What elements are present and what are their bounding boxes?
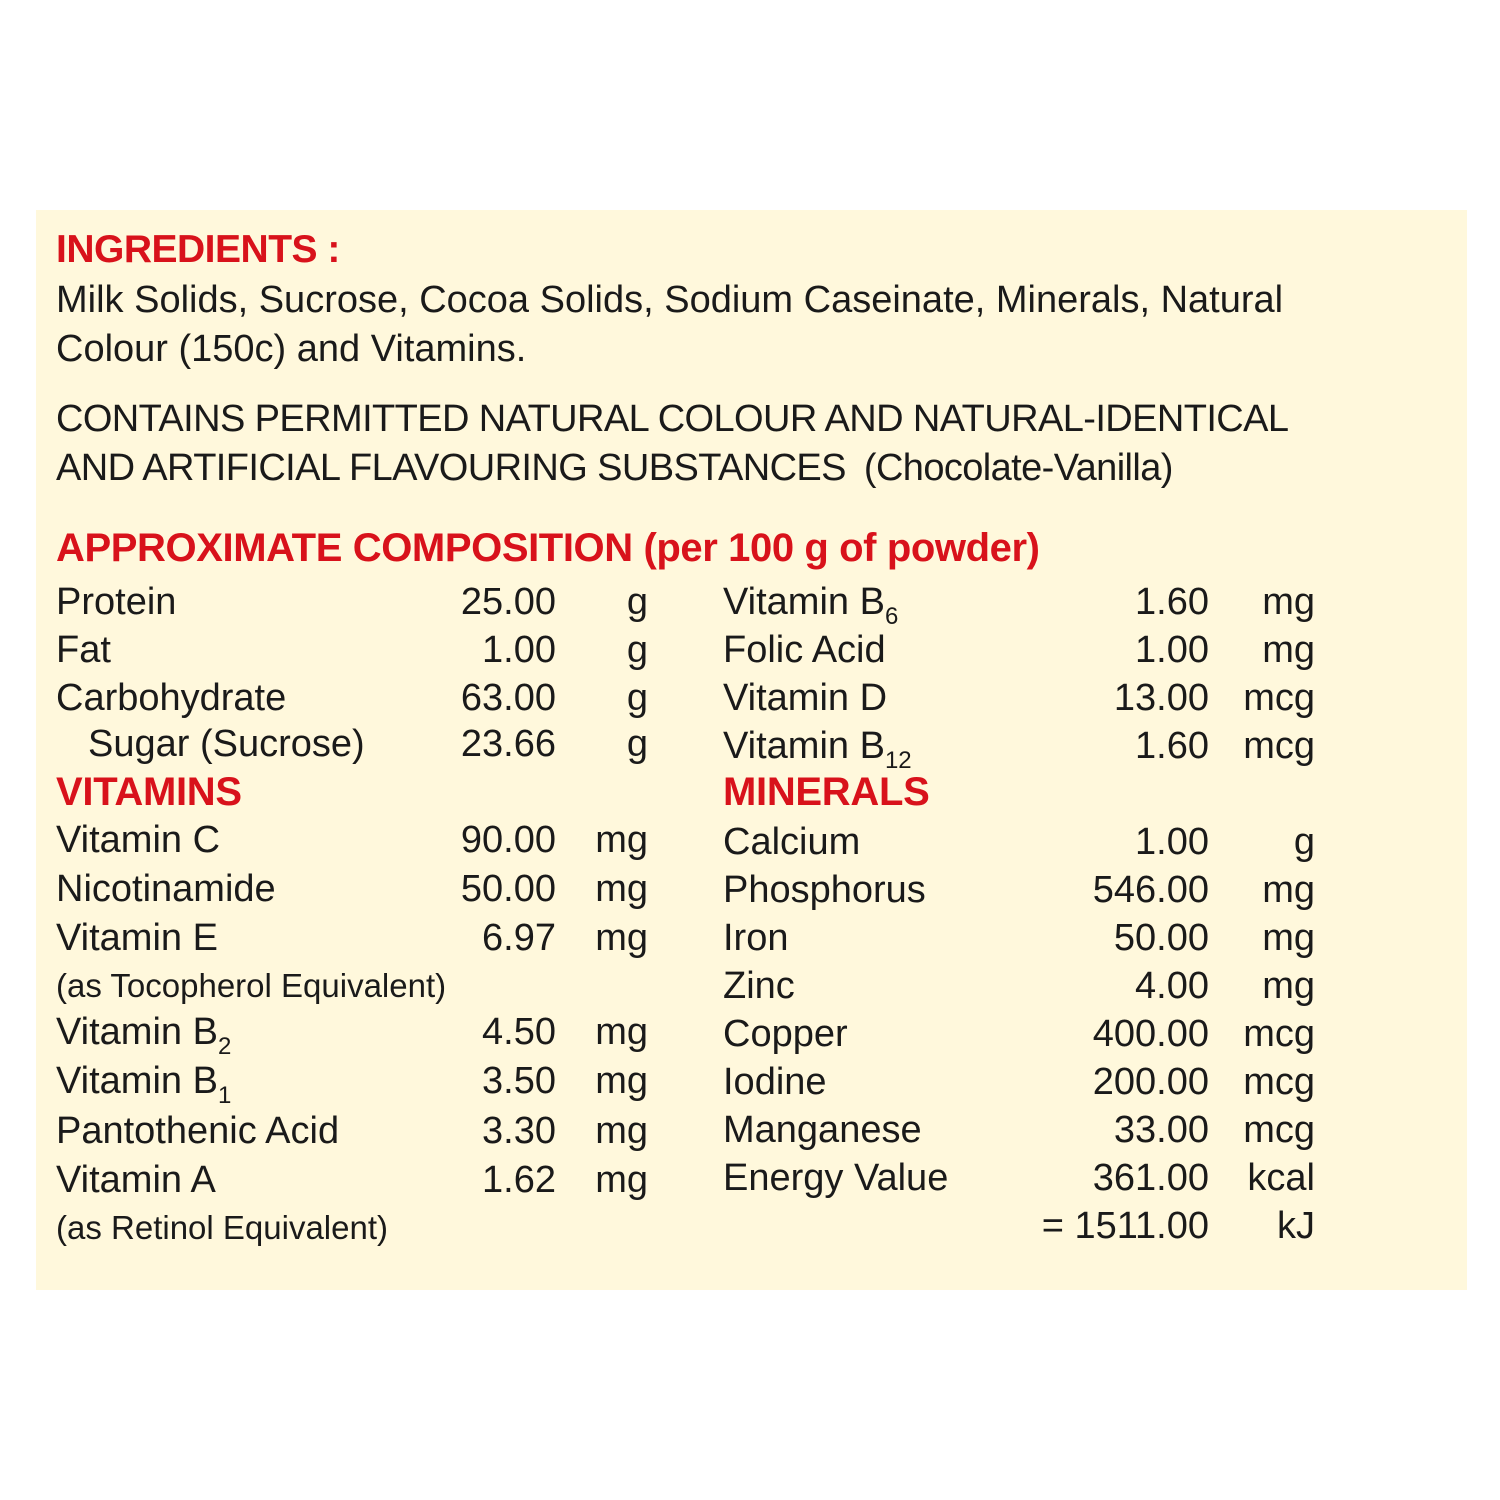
nutrient-value: 3.50 — [482, 1060, 556, 1102]
nutrient-value: 400.00 — [1092, 1013, 1209, 1055]
nutrient-value: 23.66 — [460, 723, 556, 765]
nutrient-unit: mcg — [1243, 677, 1315, 719]
nutrient-label: Protein — [56, 581, 177, 623]
nutrient-row — [723, 626, 1323, 674]
flavour-note: (Chocolate-Vanilla) — [863, 447, 1173, 489]
nutrient-unit: mg — [595, 1060, 648, 1102]
nutrient-row — [56, 674, 656, 722]
subscript: 12 — [884, 747, 912, 774]
nutrient-label: Vitamin D — [723, 677, 888, 719]
nutrient-unit: mg — [1262, 581, 1315, 623]
nutrient-value: 361.00 — [1092, 1157, 1209, 1199]
nutrient-label: Nicotinamide — [56, 868, 276, 910]
nutrient-label: Vitamin E — [56, 917, 218, 959]
nutrient-note — [56, 1204, 656, 1252]
nutrient-row — [723, 722, 1323, 774]
ingredients-line-1: Milk Solids, Sucrose, Cocoa Solids, Sodium Caseinate, Minerals, Natural — [56, 279, 1284, 321]
nutrient-label: Vitamin A — [56, 1159, 216, 1201]
nutrient-label: Sugar (Sucrose) — [88, 723, 365, 765]
nutrient-label: Vitamin $B_{12}$ — [723, 725, 912, 774]
nutrient-value: 63.00 — [460, 677, 556, 719]
nutrient-row — [723, 962, 1323, 1010]
nutrient-row — [723, 1154, 1323, 1202]
nutrient-row — [56, 720, 656, 768]
nutrient-row — [723, 1058, 1323, 1106]
nutrient-unit: g — [626, 677, 648, 719]
nutrient-label: Folic Acid — [723, 629, 886, 671]
nutrient-value: 50.00 — [460, 868, 556, 910]
nutrient-value: 1.62 — [482, 1159, 556, 1201]
nutrient-unit: kJ — [1277, 1205, 1315, 1247]
nutrient-row — [56, 865, 656, 913]
vitamins-heading: VITAMINS — [56, 770, 242, 814]
nutrient-note-text: (as Retinol Equivalent) — [56, 1209, 388, 1246]
nutrient-value: 3.30 — [482, 1110, 556, 1152]
nutrient-row — [56, 1156, 656, 1204]
nutrient-value: 4.50 — [482, 1011, 556, 1053]
nutrient-value: 546.00 — [1092, 869, 1209, 911]
ingredients-line-2: Colour (150c) and Vitamins. — [56, 328, 527, 370]
nutrient-row — [723, 1106, 1323, 1154]
nutrient-unit: g — [1293, 821, 1315, 863]
nutrient-unit: mg — [595, 868, 648, 910]
nutrient-row — [723, 1010, 1323, 1058]
nutrient-label: Vitamin $B_1$ — [56, 1060, 232, 1109]
nutrient-value: 4.00 — [1135, 965, 1209, 1007]
nutrient-row — [723, 818, 1323, 866]
nutrient-row — [56, 914, 656, 962]
nutrient-value: = 1511.00 — [1041, 1205, 1209, 1247]
nutrient-unit: mg — [1262, 965, 1315, 1007]
nutrient-label: Pantothenic Acid — [56, 1110, 340, 1152]
subscript: 2 — [217, 1033, 232, 1060]
nutrient-value: 50.00 — [1113, 917, 1209, 959]
nutrient-label: Iodine — [723, 1061, 827, 1103]
nutrient-row — [723, 866, 1323, 914]
nutrient-value: 1.00 — [1135, 821, 1209, 863]
subscript: 6 — [884, 603, 899, 630]
subscript: 1 — [217, 1082, 232, 1109]
composition-heading: APPROXIMATE COMPOSITION (per 100 g of powder) — [56, 526, 1040, 570]
nutrient-note-text: (as Tocopherol Equivalent) — [56, 967, 447, 1004]
nutrient-unit: mg — [595, 819, 648, 861]
nutrient-unit: g — [626, 723, 648, 765]
nutrition-label-panel — [36, 210, 1467, 1290]
nutrient-unit: mg — [1262, 869, 1315, 911]
nutrient-value: 200.00 — [1092, 1061, 1209, 1103]
contains-line-1: CONTAINS PERMITTED NATURAL COLOUR AND NATURAL-IDENTICAL — [56, 398, 1289, 440]
minerals-heading: MINERALS — [723, 770, 930, 814]
nutrient-label: Vitamin C — [56, 819, 221, 861]
nutrient-label: Vitamin $B_2$ — [56, 1011, 232, 1060]
nutrient-unit: mg — [1262, 917, 1315, 959]
nutrient-label: Calcium — [723, 821, 861, 863]
nutrient-label: Iron — [723, 917, 789, 959]
nutrient-unit: mg — [595, 1110, 648, 1152]
nutrient-row — [56, 1057, 656, 1109]
ingredients-heading: INGREDIENTS : — [56, 228, 340, 271]
nutrient-unit: mg — [595, 1159, 648, 1201]
nutrient-label: Copper — [723, 1013, 848, 1055]
nutrient-value: 13.00 — [1113, 677, 1209, 719]
nutrient-label: Zinc — [723, 965, 795, 1007]
nutrient-label: Energy Value — [723, 1157, 949, 1199]
nutrient-label: Manganese — [723, 1109, 922, 1151]
nutrient-value: 6.97 — [482, 917, 556, 959]
nutrient-unit: mg — [595, 917, 648, 959]
contains-line-2 — [56, 444, 1173, 493]
nutrient-value: 1.60 — [1135, 725, 1209, 767]
nutrient-value: 1.00 — [482, 629, 556, 671]
nutrient-unit: kcal — [1247, 1157, 1315, 1199]
nutrient-row — [723, 674, 1323, 722]
nutrient-value: 33.00 — [1113, 1109, 1209, 1151]
nutrient-row — [56, 578, 656, 626]
nutrient-label: Vitamin $B_6$ — [723, 581, 899, 630]
nutrient-unit: g — [626, 581, 648, 623]
nutrient-row — [56, 816, 656, 864]
nutrient-value: 25.00 — [460, 581, 556, 623]
nutrient-row — [723, 578, 1323, 630]
nutrient-value: 1.00 — [1135, 629, 1209, 671]
nutrient-row — [56, 626, 656, 674]
contains-line-2-caps: AND ARTIFICIAL FLAVOURING SUBSTANCES — [56, 447, 846, 489]
nutrient-note — [56, 962, 656, 1010]
nutrient-row — [723, 914, 1323, 962]
nutrient-row — [56, 1008, 656, 1060]
nutrient-unit: mcg — [1243, 725, 1315, 767]
nutrient-label: Carbohydrate — [56, 677, 287, 719]
nutrient-unit: mcg — [1243, 1013, 1315, 1055]
nutrient-label: Fat — [56, 629, 111, 671]
nutrient-row — [56, 1107, 656, 1155]
nutrient-unit: mcg — [1243, 1061, 1315, 1103]
nutrient-unit: mg — [595, 1011, 648, 1053]
nutrient-unit: g — [626, 629, 648, 671]
nutrient-unit: mcg — [1243, 1109, 1315, 1151]
nutrient-value: 90.00 — [460, 819, 556, 861]
nutrient-label: Phosphorus — [723, 869, 926, 911]
nutrient-unit: mg — [1262, 629, 1315, 671]
nutrient-row — [723, 1202, 1323, 1250]
nutrient-value: 1.60 — [1135, 581, 1209, 623]
